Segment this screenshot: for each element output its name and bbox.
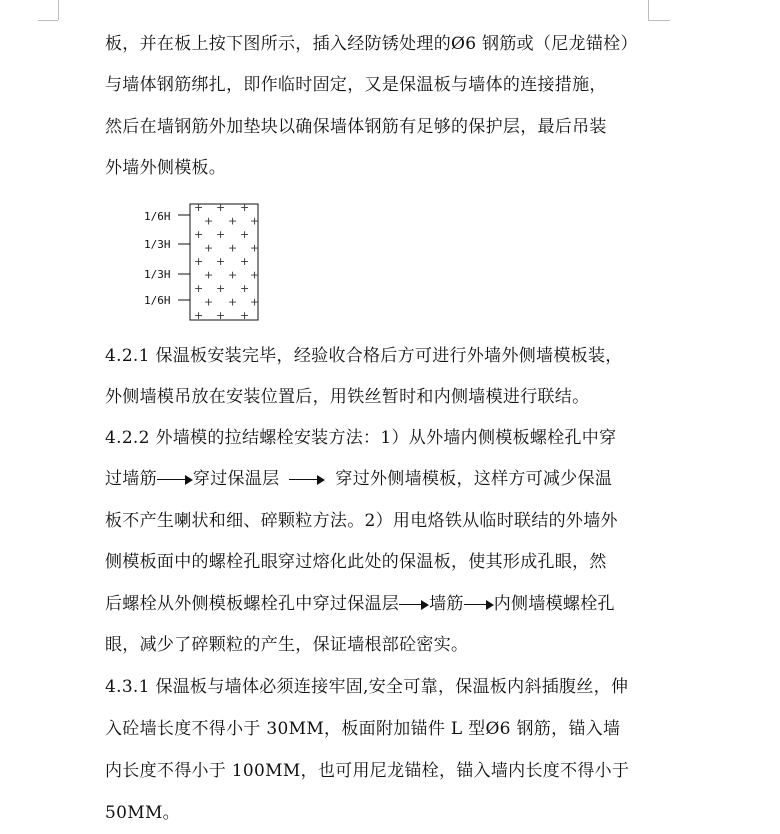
text-line: 入砼墙长度不得小于 30MM，板面附加锚件 L 型Ø6 钢筋，锚入墙 <box>105 719 621 739</box>
arrow-right-icon <box>399 599 429 611</box>
text-line: 板，并在板上按下图所示，插入经防锈处理的Ø6 钢筋或（尼龙锚栓） <box>105 34 638 54</box>
anchor-points <box>194 201 259 322</box>
text-line: 与墙体钢筋绑扎，即作临时固定，又是保温板与墙体的连接措施， <box>105 75 607 95</box>
anchor-plus-mark: + <box>204 214 214 228</box>
text-segment: 过墙筋 <box>105 469 157 489</box>
anchor-plus-mark: + <box>194 228 204 241</box>
page-corner-mark-top-right <box>648 0 649 20</box>
anchor-plus-mark: + <box>204 241 214 255</box>
text-line: 4.2.2 外墙模的拉结螺栓安装方法：1）从外墙内侧模板螺栓孔中穿 <box>105 428 617 448</box>
anchor-plus-mark: + <box>240 309 250 322</box>
text-segment: 穿过外侧墙模板，这样方可减少保温 <box>335 469 613 489</box>
anchor-plus-mark: + <box>194 309 204 322</box>
arrow-right-icon <box>289 474 325 486</box>
arrow-right-icon <box>464 599 494 611</box>
arrow-right-icon <box>157 474 193 486</box>
anchor-plus-mark: + <box>250 268 260 282</box>
page-corner-mark-top-left <box>38 20 58 21</box>
anchor-plus-mark: + <box>204 295 214 309</box>
text-segment: 穿过保温层 <box>192 469 280 489</box>
text-line: 侧模板面中的螺栓孔眼穿过熔化此处的保温板，使其形成孔眼，然 <box>105 552 607 572</box>
text-line: 50MM。 <box>105 803 180 823</box>
anchor-plus-mark: + <box>228 214 238 228</box>
text-line: 内长度不得小于 100MM，也可用尼龙锚栓，锚入墙内长度不得小于 <box>105 761 630 781</box>
text-line: 外墙外侧模板。 <box>105 158 227 178</box>
anchor-plus-mark: + <box>240 228 250 241</box>
text-line: 4.3.1 保温板与墙体必须连接牢固,安全可靠，保温板内斜插腹丝，伸 <box>105 677 629 697</box>
anchor-plus-mark: + <box>194 201 204 214</box>
anchor-plus-mark: + <box>194 255 204 268</box>
text-segment: 墙筋 <box>429 594 464 614</box>
height-label-1-6h: 1/6H <box>144 294 171 307</box>
text-line: 4.2.1 保温板安装完毕，经验收合格后方可进行外墙外侧墙模板装， <box>105 346 623 366</box>
anchor-plus-mark: + <box>228 268 238 282</box>
text-line: 外侧墙模吊放在安装位置后，用铁丝暂时和内侧墙模进行联结。 <box>105 387 590 407</box>
text-segment: 内侧墙模螺栓孔 <box>493 594 615 614</box>
text-line <box>105 469 612 489</box>
anchor-plus-mark: + <box>216 228 226 241</box>
text-line <box>105 594 615 614</box>
anchor-layout-figure <box>140 198 270 324</box>
anchor-plus-mark: + <box>216 309 226 322</box>
anchor-plus-mark: + <box>216 255 226 268</box>
anchor-plus-mark: + <box>240 282 250 295</box>
page-corner-mark-top-left <box>58 0 59 20</box>
text-segment: 后螺栓从外侧模板螺栓孔中穿过保温层 <box>105 594 400 614</box>
page-corner-mark-top-right <box>648 20 670 21</box>
anchor-plus-mark: + <box>240 201 250 214</box>
anchor-plus-mark: + <box>228 295 238 309</box>
text-line: 眼，减少了碎颗粒的产生，保证墙根部砼密实。 <box>105 635 469 655</box>
text-line: 板不产生喇状和细、碎颗粒方法。2）用电烙铁从临时联结的外墙外 <box>105 511 618 531</box>
anchor-plus-mark: + <box>250 295 260 309</box>
height-label-1-3h: 1/3H <box>144 268 171 281</box>
height-label-1-6h: 1/6H <box>144 210 171 223</box>
text-line: 然后在墙钢筋外加垫块以确保墙体钢筋有足够的保护层，最后吊装 <box>105 117 607 137</box>
anchor-plus-mark: + <box>250 214 260 228</box>
anchor-plus-mark: + <box>194 282 204 295</box>
anchor-plus-mark: + <box>204 268 214 282</box>
anchor-plus-mark: + <box>228 241 238 255</box>
anchor-plus-mark: + <box>216 201 226 214</box>
anchor-plus-mark: + <box>216 282 226 295</box>
anchor-plus-mark: + <box>240 255 250 268</box>
anchor-plus-mark: + <box>250 241 260 255</box>
height-label-1-3h: 1/3H <box>144 238 171 251</box>
